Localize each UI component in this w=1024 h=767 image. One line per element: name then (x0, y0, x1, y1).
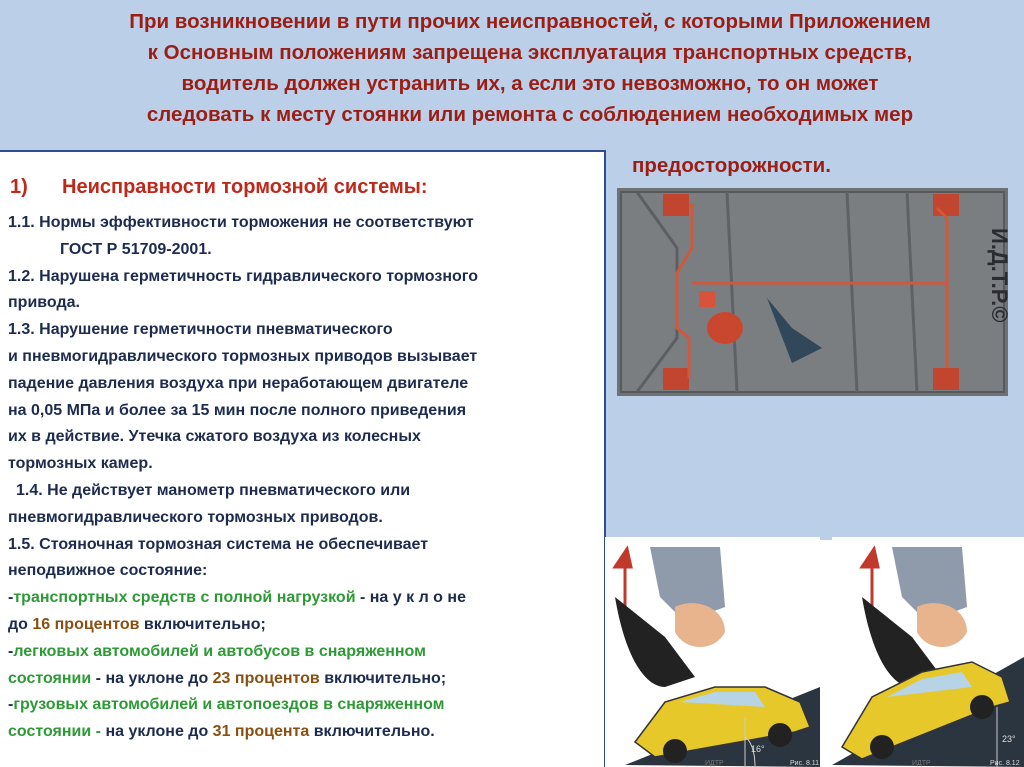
car-wheel (663, 739, 687, 763)
item-line: их в действие. Утечка сжатого воздуха из колесных (8, 428, 421, 446)
car-wheel (870, 735, 894, 759)
item-line: на 0,05 МПа и более за 15 мин после полного приведения (8, 401, 467, 419)
slope-unit: процентов (234, 669, 320, 687)
brake-system-diagram (617, 188, 1012, 396)
bullet-dash: - (8, 696, 14, 714)
figure-watermark: ИДТР (912, 760, 931, 767)
item-line: и пневмогидравлического тормозных приводов вызывает (8, 347, 478, 365)
bullet-subject: грузовых автомобилей и автопоездов в снаряженном (13, 696, 445, 714)
brake-mechanism-front-left (663, 194, 689, 216)
parking-brake-figure-1 (605, 537, 820, 767)
item-line: падение давления воздуха при неработающем двигателе (8, 374, 469, 392)
heading-line: водитель должен устранить их, а если это невозможно, то он может (181, 72, 879, 95)
heading-line: При возникновении в пути прочих неисправностей, с которыми Приложением (129, 10, 931, 33)
bullet-line (8, 666, 600, 693)
bullet-subject: легковых автомобилей и автобусов в снаряженном (13, 642, 426, 660)
item-line: неподвижное состояние: (8, 562, 208, 580)
slope-unit: процентов (54, 615, 140, 633)
bullet-condition: - на у к л о не (355, 589, 466, 607)
bullet-line (8, 585, 600, 612)
bullet-text: до (8, 615, 33, 633)
figure-caption: Рис. 8.12 (990, 760, 1020, 767)
item-line: 1.2. Нарушена герметичность гидравлического тормозного (8, 267, 478, 285)
car-wheel (768, 723, 792, 747)
chassis-watermark: И.Д.Т.Р.© (987, 228, 1012, 323)
figure-watermark: ИДТР (705, 760, 724, 767)
item-line: ГОСТ Р 51709-2001. (60, 240, 212, 258)
bullet-dash: - (8, 589, 14, 607)
brake-mechanism-rear-left (933, 194, 959, 216)
slope-unit: процента (234, 723, 310, 741)
slope-value: 16 (32, 615, 51, 633)
item-line: 1.3. Нарушение герметичности пневматического (8, 321, 393, 339)
item-line: тормозных камер. (8, 455, 153, 473)
item-line: 1.1. Нормы эффективности торможения не соответствуют (8, 214, 474, 231)
bullet-line (8, 692, 600, 719)
bullet-dash: - (8, 642, 14, 660)
bullet-text: включительно. (309, 723, 435, 741)
text-panel (0, 150, 606, 767)
section-title-text: Неисправности тормозной системы: (62, 176, 428, 198)
figure-caption: Рис. 8.11 (790, 760, 820, 767)
brake-booster (707, 312, 743, 344)
heading-last-line: предосторожности. (632, 154, 831, 177)
brake-mechanism-rear-right (933, 368, 959, 390)
brake-fluid-reservoir (699, 291, 715, 307)
bullet-subject: состоянии - (8, 723, 101, 741)
bullet-line (8, 612, 600, 639)
heading-line: следовать к месту стоянки или ремонта с соблюдением необходимых мер (146, 103, 914, 126)
car-wheel (970, 695, 994, 719)
slope-angle: 23° (1002, 734, 1016, 744)
slope-angle: 16° (751, 744, 765, 754)
parking-brake-figure-2 (832, 537, 1024, 767)
heading-line: к Основным положениям запрещена эксплуатация транспортных средств, (147, 41, 913, 64)
item-line: пневмогидравлического тормозных приводов. (8, 508, 383, 526)
slide-heading (40, 6, 1020, 130)
bullet-line (8, 639, 600, 666)
section-body (8, 210, 600, 746)
bullet-text: включительно; (139, 615, 266, 633)
bullet-condition: - на уклоне до (91, 669, 213, 687)
item-line: 1.4. Не действует манометр пневматического или (16, 481, 411, 499)
bullet-subject: транспортных средств с полной нагрузкой (13, 589, 356, 607)
item-line: 1.5. Стояночная тормозная система не обеспечивает (8, 535, 429, 553)
bullet-text: включительно; (319, 669, 447, 687)
bullet-line (8, 719, 600, 746)
section-title (10, 176, 428, 199)
section-number: 1) (10, 176, 28, 198)
slope-value: 23 (212, 669, 231, 687)
item-line: привода. (8, 294, 80, 312)
bullet-subject: состоянии (8, 669, 92, 687)
bullet-condition: на уклоне до (101, 723, 213, 741)
brake-mechanism-front-right (663, 368, 689, 390)
slope-value: 31 (212, 723, 231, 741)
